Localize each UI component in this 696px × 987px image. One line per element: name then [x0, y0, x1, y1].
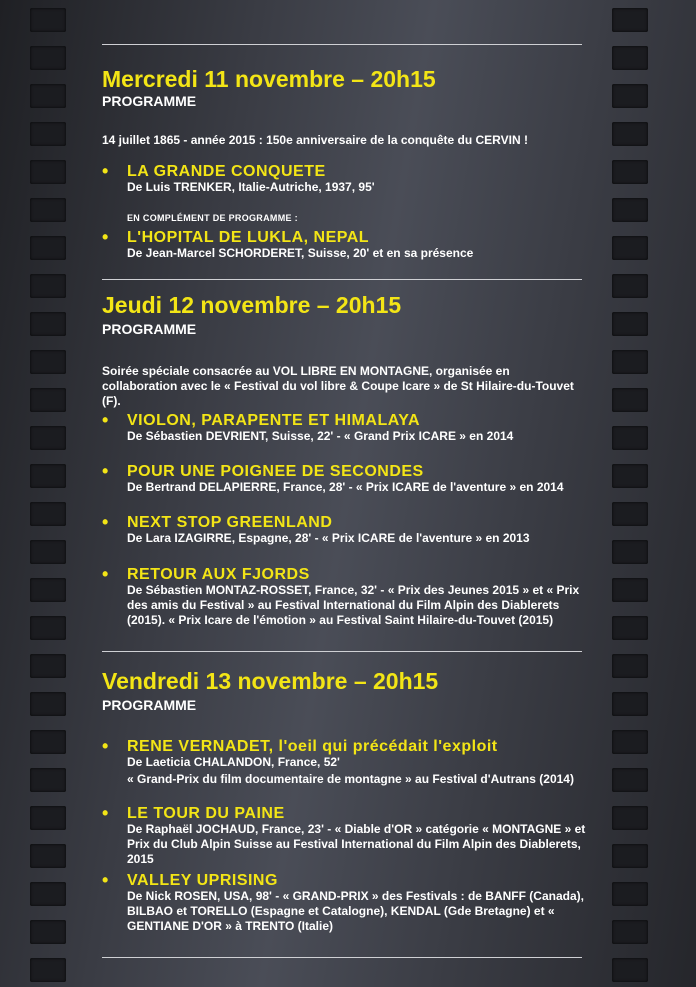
film-description: De Sébastien DEVRIENT, Suisse, 22' - « Grand Prix ICARE » en 2014 [127, 429, 514, 443]
film-perforation [30, 540, 66, 564]
bullet: • [102, 512, 109, 532]
programme-content [102, 0, 586, 987]
bullet: • [102, 803, 109, 823]
film-description: De Bertrand DELAPIERRE, France, 28' - « Prix ICARE de l'aventure » en 2014 [127, 480, 564, 494]
bullet: • [102, 870, 109, 890]
film-perforation [612, 692, 648, 716]
film-perforation [612, 882, 648, 906]
film-perforation [612, 654, 648, 678]
film-perforation [612, 426, 648, 450]
bullet: • [102, 410, 109, 430]
film-perforation [30, 882, 66, 906]
film-perforation [612, 84, 648, 108]
section-day-heading: Vendredi 13 novembre – 20h15 [102, 668, 439, 694]
film-perforation [612, 46, 648, 70]
section-day-heading: Mercredi 11 novembre – 20h15 [102, 66, 436, 92]
film-perforation [612, 502, 648, 526]
film-perforation [30, 274, 66, 298]
film-perforation [612, 616, 648, 640]
film-perforation [612, 540, 648, 564]
film-perforation [612, 350, 648, 374]
film-perforation [30, 236, 66, 260]
film-perforation [30, 806, 66, 830]
film-perforation [612, 122, 648, 146]
film-perforation [30, 122, 66, 146]
film-title: RETOUR AUX FJORDS [127, 566, 310, 583]
film-perforation [612, 578, 648, 602]
film-perforation [30, 350, 66, 374]
film-perforation [30, 160, 66, 184]
film-perforation [612, 806, 648, 830]
film-perforation [30, 502, 66, 526]
film-perforations-right [612, 0, 652, 987]
film-perforation [612, 312, 648, 336]
film-perforation [30, 578, 66, 602]
film-perforation [30, 426, 66, 450]
programme-label: PROGRAMME [102, 697, 197, 713]
bullet: • [102, 564, 109, 584]
film-perforation [612, 920, 648, 944]
divider [102, 279, 582, 280]
film-title: VALLEY UPRISING [127, 872, 278, 889]
film-perforation [612, 236, 648, 260]
film-description: De Laeticia CHALANDON, France, 52' [127, 755, 340, 769]
film-perforation [612, 768, 648, 792]
film-perforation [612, 844, 648, 868]
film-perforation [30, 768, 66, 792]
film-description: De Raphaël JOCHAUD, France, 23' - « Diable d'OR » catégorie « MONTAGNE » et Prix du Club Alpin Suisse au Festival International du Film Alpin des Diablerets, 2015 [127, 822, 586, 866]
film-perforation [612, 274, 648, 298]
film-title: L'HOPITAL DE LUKLA, NEPAL [127, 229, 370, 246]
film-perforation [30, 464, 66, 488]
film-description: De Nick ROSEN, USA, 98' - « GRAND-PRIX » des Festivals : de BANFF (Canada), BILBAO et TORELLO (Espagne et Catalogne), KENDAL (Gde Bretagne) et « GENTIANE D'OR » à TRENTO (Italie) [127, 889, 584, 933]
divider [102, 957, 582, 958]
film-description: De Sébastien MONTAZ-ROSSET, France, 32' - « Prix des Jeunes 2015 » et « Prix des amis du Festival » au Festival International du Film Alpin des Diablerets (2015). « Prix Icare de l'émotion » au Festival Saint Hilaire-du-Touvet (2015) [127, 583, 580, 627]
film-perforation [30, 692, 66, 716]
divider [102, 44, 582, 45]
film-perforation [30, 388, 66, 412]
section-intro: 14 juillet 1865 - année 2015 : 150e anniversaire de la conquête du CERVIN ! [102, 133, 528, 147]
film-description: De Lara IZAGIRRE, Espagne, 28' - « Prix ICARE de l'aventure » en 2013 [127, 531, 530, 545]
film-perforation [612, 160, 648, 184]
film-perforation [612, 198, 648, 222]
film-title: RENE VERNADET, l'oeil qui précédait l'exploit [127, 738, 498, 755]
bullet: • [102, 461, 109, 481]
bullet: • [102, 736, 109, 756]
film-perforation [30, 616, 66, 640]
film-perforation [612, 958, 648, 982]
section-day-heading: Jeudi 12 novembre – 20h15 [102, 292, 402, 318]
film-perforation [612, 730, 648, 754]
film-perforation [30, 312, 66, 336]
film-perforation [30, 198, 66, 222]
complement-label: EN COMPLÉMENT DE PROGRAMME : [127, 213, 298, 223]
film-perforation [30, 46, 66, 70]
film-perforation [30, 730, 66, 754]
film-title: VIOLON, PARAPENTE ET HIMALAYA [127, 412, 421, 429]
film-title: LE TOUR DU PAINE [127, 805, 285, 822]
film-perforation [612, 8, 648, 32]
film-description: De Jean-Marcel SCHORDERET, Suisse, 20' et en sa présence [127, 246, 474, 260]
programme-label: PROGRAMME [102, 93, 197, 109]
film-perforation [30, 8, 66, 32]
programme-label: PROGRAMME [102, 321, 197, 337]
film-title: POUR UNE POIGNEE DE SECONDES [127, 463, 424, 480]
film-description: De Luis TRENKER, Italie-Autriche, 1937, 95' [127, 180, 375, 194]
film-perforation [30, 844, 66, 868]
section-intro: Soirée spéciale consacrée au VOL LIBRE EN MONTAGNE, organisée en collaboration avec le « Festival du vol libre & Coupe Icare » de St Hilaire-du-Touvet (F). [102, 364, 574, 408]
film-perforations-left [30, 0, 70, 987]
bullet: • [102, 227, 109, 247]
bullet: • [102, 161, 109, 181]
film-title: NEXT STOP GREENLAND [127, 514, 333, 531]
film-perforation [30, 84, 66, 108]
film-perforation [612, 464, 648, 488]
film-perforation [30, 920, 66, 944]
divider [102, 651, 582, 652]
film-title: LA GRANDE CONQUETE [127, 163, 326, 180]
film-award: « Grand-Prix du film documentaire de montagne » au Festival d'Autrans (2014) [127, 772, 574, 786]
film-perforation [612, 388, 648, 412]
film-perforation [30, 958, 66, 982]
film-perforation [30, 654, 66, 678]
